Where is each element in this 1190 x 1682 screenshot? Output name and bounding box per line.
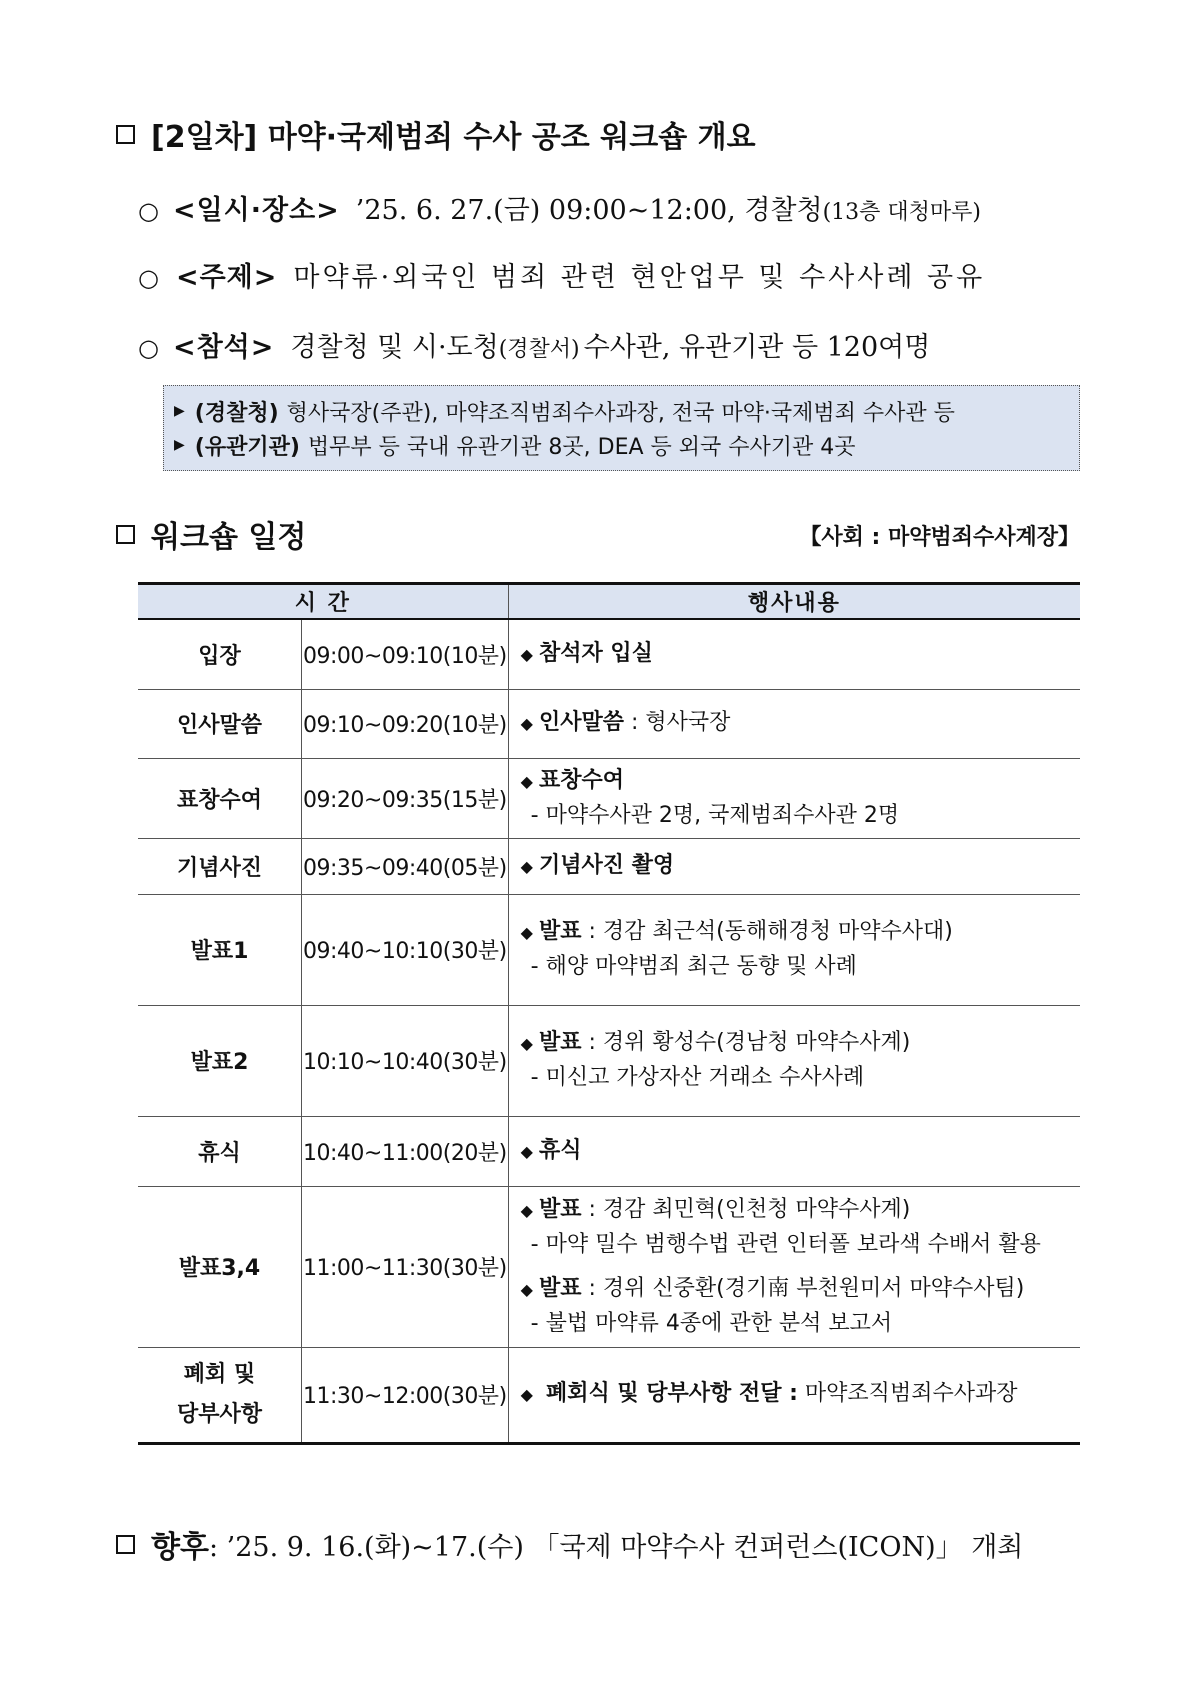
row-content	[508, 1347, 1080, 1443]
table-row	[138, 838, 1080, 894]
row-content	[508, 1005, 1080, 1116]
table-header-row	[138, 584, 1080, 620]
row-name: 발표2	[138, 1005, 302, 1116]
row-name	[138, 1347, 302, 1443]
row-name: 표창수여	[138, 758, 302, 838]
row-name: 인사말씀	[138, 689, 302, 758]
section-heading-overview	[116, 112, 756, 156]
table-row	[138, 619, 1080, 689]
info-row	[174, 428, 1069, 462]
content-sub: - 마약 밀수 범행수법 관련 인터폴 보라색 수배서 활용	[530, 1231, 1041, 1257]
content-bold: 기념사진 촬영	[538, 852, 675, 878]
square-bullet-icon	[116, 1535, 135, 1554]
section-text: : ’25. 9. 16.(화)~17.(수) 「국제 마약수사 컨퍼런스(ICON)」 개최	[208, 1531, 1024, 1563]
row-name: 기념사진	[138, 838, 302, 894]
row-content	[508, 1186, 1080, 1347]
row-name-line: 폐회 및	[183, 1361, 256, 1387]
section-label: 향후	[151, 1530, 209, 1565]
row-time: 11:00~11:30(30분)	[302, 1186, 509, 1347]
bullet-label: <일시·장소>	[172, 195, 340, 226]
bullet-datetime-place	[138, 188, 981, 227]
diamond-bullet-icon: ◆	[520, 1279, 533, 1299]
info-text: 형사국장(주관), 마약조직범죄수사과장, 전국 마약·국제범죄 수사관 등	[286, 400, 955, 426]
diamond-bullet-icon: ◆	[520, 1385, 533, 1404]
bullet-attendees	[138, 325, 930, 364]
bullet-note: (13층 대청마루)	[822, 200, 981, 225]
row-time: 09:40~10:10(30분)	[302, 894, 509, 1005]
diamond-bullet-icon: ◆	[520, 1034, 533, 1053]
bullet-text: 마약류·외국인 범죄 관련 현안업무 및 수사사례 공유	[293, 262, 986, 293]
row-name: 휴식	[138, 1116, 302, 1186]
bullet-topic	[138, 255, 985, 294]
row-name: 입장	[138, 619, 302, 689]
content-text: : 형사국장	[623, 710, 731, 735]
content-sub: - 해양 마약범죄 최근 동향 및 사례	[530, 954, 857, 979]
row-content	[508, 758, 1080, 838]
row-content	[508, 689, 1080, 758]
row-name-line: 당부사항	[176, 1401, 262, 1427]
bullet-label: <주제>	[175, 262, 278, 293]
circle-bullet-icon: ○	[138, 334, 159, 362]
table-row	[138, 689, 1080, 758]
triangle-bullet-icon: ▶	[174, 403, 185, 419]
content-sub: - 마약수사관 2명, 국제범죄수사관 2명	[530, 802, 900, 828]
header-content: 행사내용	[508, 584, 1080, 620]
attendee-info-box	[163, 385, 1080, 471]
triangle-bullet-icon: ▶	[174, 437, 185, 453]
row-time: 10:10~10:40(30분)	[302, 1005, 509, 1116]
content-bold: 발표	[538, 1196, 582, 1222]
bullet-label: <참석>	[172, 332, 275, 363]
info-text: 법무부 등 국내 유관기관 8곳, DEA 등 외국 수사기관 4곳	[307, 434, 856, 460]
diamond-bullet-icon: ◆	[520, 1200, 533, 1220]
row-time: 11:30~12:00(30분)	[302, 1347, 509, 1443]
row-content	[508, 838, 1080, 894]
section-heading-schedule	[116, 512, 306, 556]
section-title: 워크숍 일정	[151, 520, 307, 555]
row-content	[508, 894, 1080, 1005]
content-bold: 발표	[538, 1275, 582, 1301]
schedule-table	[138, 582, 1080, 1445]
diamond-bullet-icon: ◆	[520, 771, 533, 791]
row-name: 발표3,4	[138, 1186, 302, 1347]
bullet-text-cont: 수사관, 유관기관 등 120여명	[583, 332, 931, 363]
bullet-text: ’25. 6. 27.(금) 09:00~12:00, 경찰청	[355, 195, 823, 226]
table-row	[138, 1005, 1080, 1116]
row-name: 발표1	[138, 894, 302, 1005]
row-time: 09:20~09:35(15분)	[302, 758, 509, 838]
info-label: (경찰청)	[194, 400, 279, 426]
diamond-bullet-icon: ◆	[520, 856, 533, 876]
square-bullet-icon	[116, 125, 135, 144]
row-time: 09:10~09:20(10분)	[302, 689, 509, 758]
content-bold: 폐회식 및 당부사항 전달 :	[545, 1381, 798, 1406]
content-bold: 발표	[538, 1030, 582, 1055]
table-row	[138, 1347, 1080, 1443]
section-title: [2일차] 마약·국제범죄 수사 공조 워크숍 개요	[151, 120, 756, 155]
content-text: : 경위 신중환(경기南 부천원미서 마약수사팀)	[581, 1275, 1025, 1301]
circle-bullet-icon: ○	[138, 264, 162, 292]
content-bold: 휴식	[538, 1137, 582, 1163]
table-row	[138, 1116, 1080, 1186]
bullet-text: 경찰청 및 시·도청	[290, 332, 499, 363]
content-sub: - 미신고 가상자산 거래소 수사사례	[530, 1065, 865, 1090]
row-time: 09:35~09:40(05분)	[302, 838, 509, 894]
info-row	[174, 394, 1069, 428]
row-content	[508, 619, 1080, 689]
info-label: (유관기관)	[194, 434, 300, 460]
row-time: 10:40~11:00(20분)	[302, 1116, 509, 1186]
content-text: : 경감 최민혁(인천청 마약수사계)	[581, 1196, 911, 1222]
content-bold: 인사말씀	[538, 710, 624, 735]
diamond-bullet-icon: ◆	[520, 923, 533, 942]
content-text: : 경위 황성수(경남청 마약수사계)	[581, 1030, 911, 1055]
content-bold: 참석자 입실	[538, 640, 653, 666]
diamond-bullet-icon: ◆	[520, 714, 533, 733]
master-of-ceremonies: 【사회 : 마약범죄수사계장】	[799, 525, 1080, 550]
content-sub: - 불법 마약류 4종에 관한 분석 보고서	[530, 1310, 893, 1336]
content-bold: 발표	[538, 919, 582, 944]
row-content	[508, 1116, 1080, 1186]
square-bullet-icon	[116, 525, 135, 544]
row-time: 09:00~09:10(10분)	[302, 619, 509, 689]
table-row	[138, 758, 1080, 838]
section-heading-future	[116, 1522, 1023, 1566]
content-text: 마약조직범죄수사과장	[797, 1381, 1018, 1406]
table-row	[138, 1186, 1080, 1347]
content-text: : 경감 최근석(동해해경청 마약수사대)	[581, 919, 953, 944]
content-bold: 표창수여	[538, 767, 624, 793]
bullet-note: (경찰서)	[498, 337, 580, 362]
table-row	[138, 894, 1080, 1005]
diamond-bullet-icon: ◆	[520, 1141, 533, 1161]
diamond-bullet-icon: ◆	[520, 644, 533, 664]
circle-bullet-icon: ○	[138, 197, 159, 225]
header-time: 시 간	[138, 584, 508, 620]
